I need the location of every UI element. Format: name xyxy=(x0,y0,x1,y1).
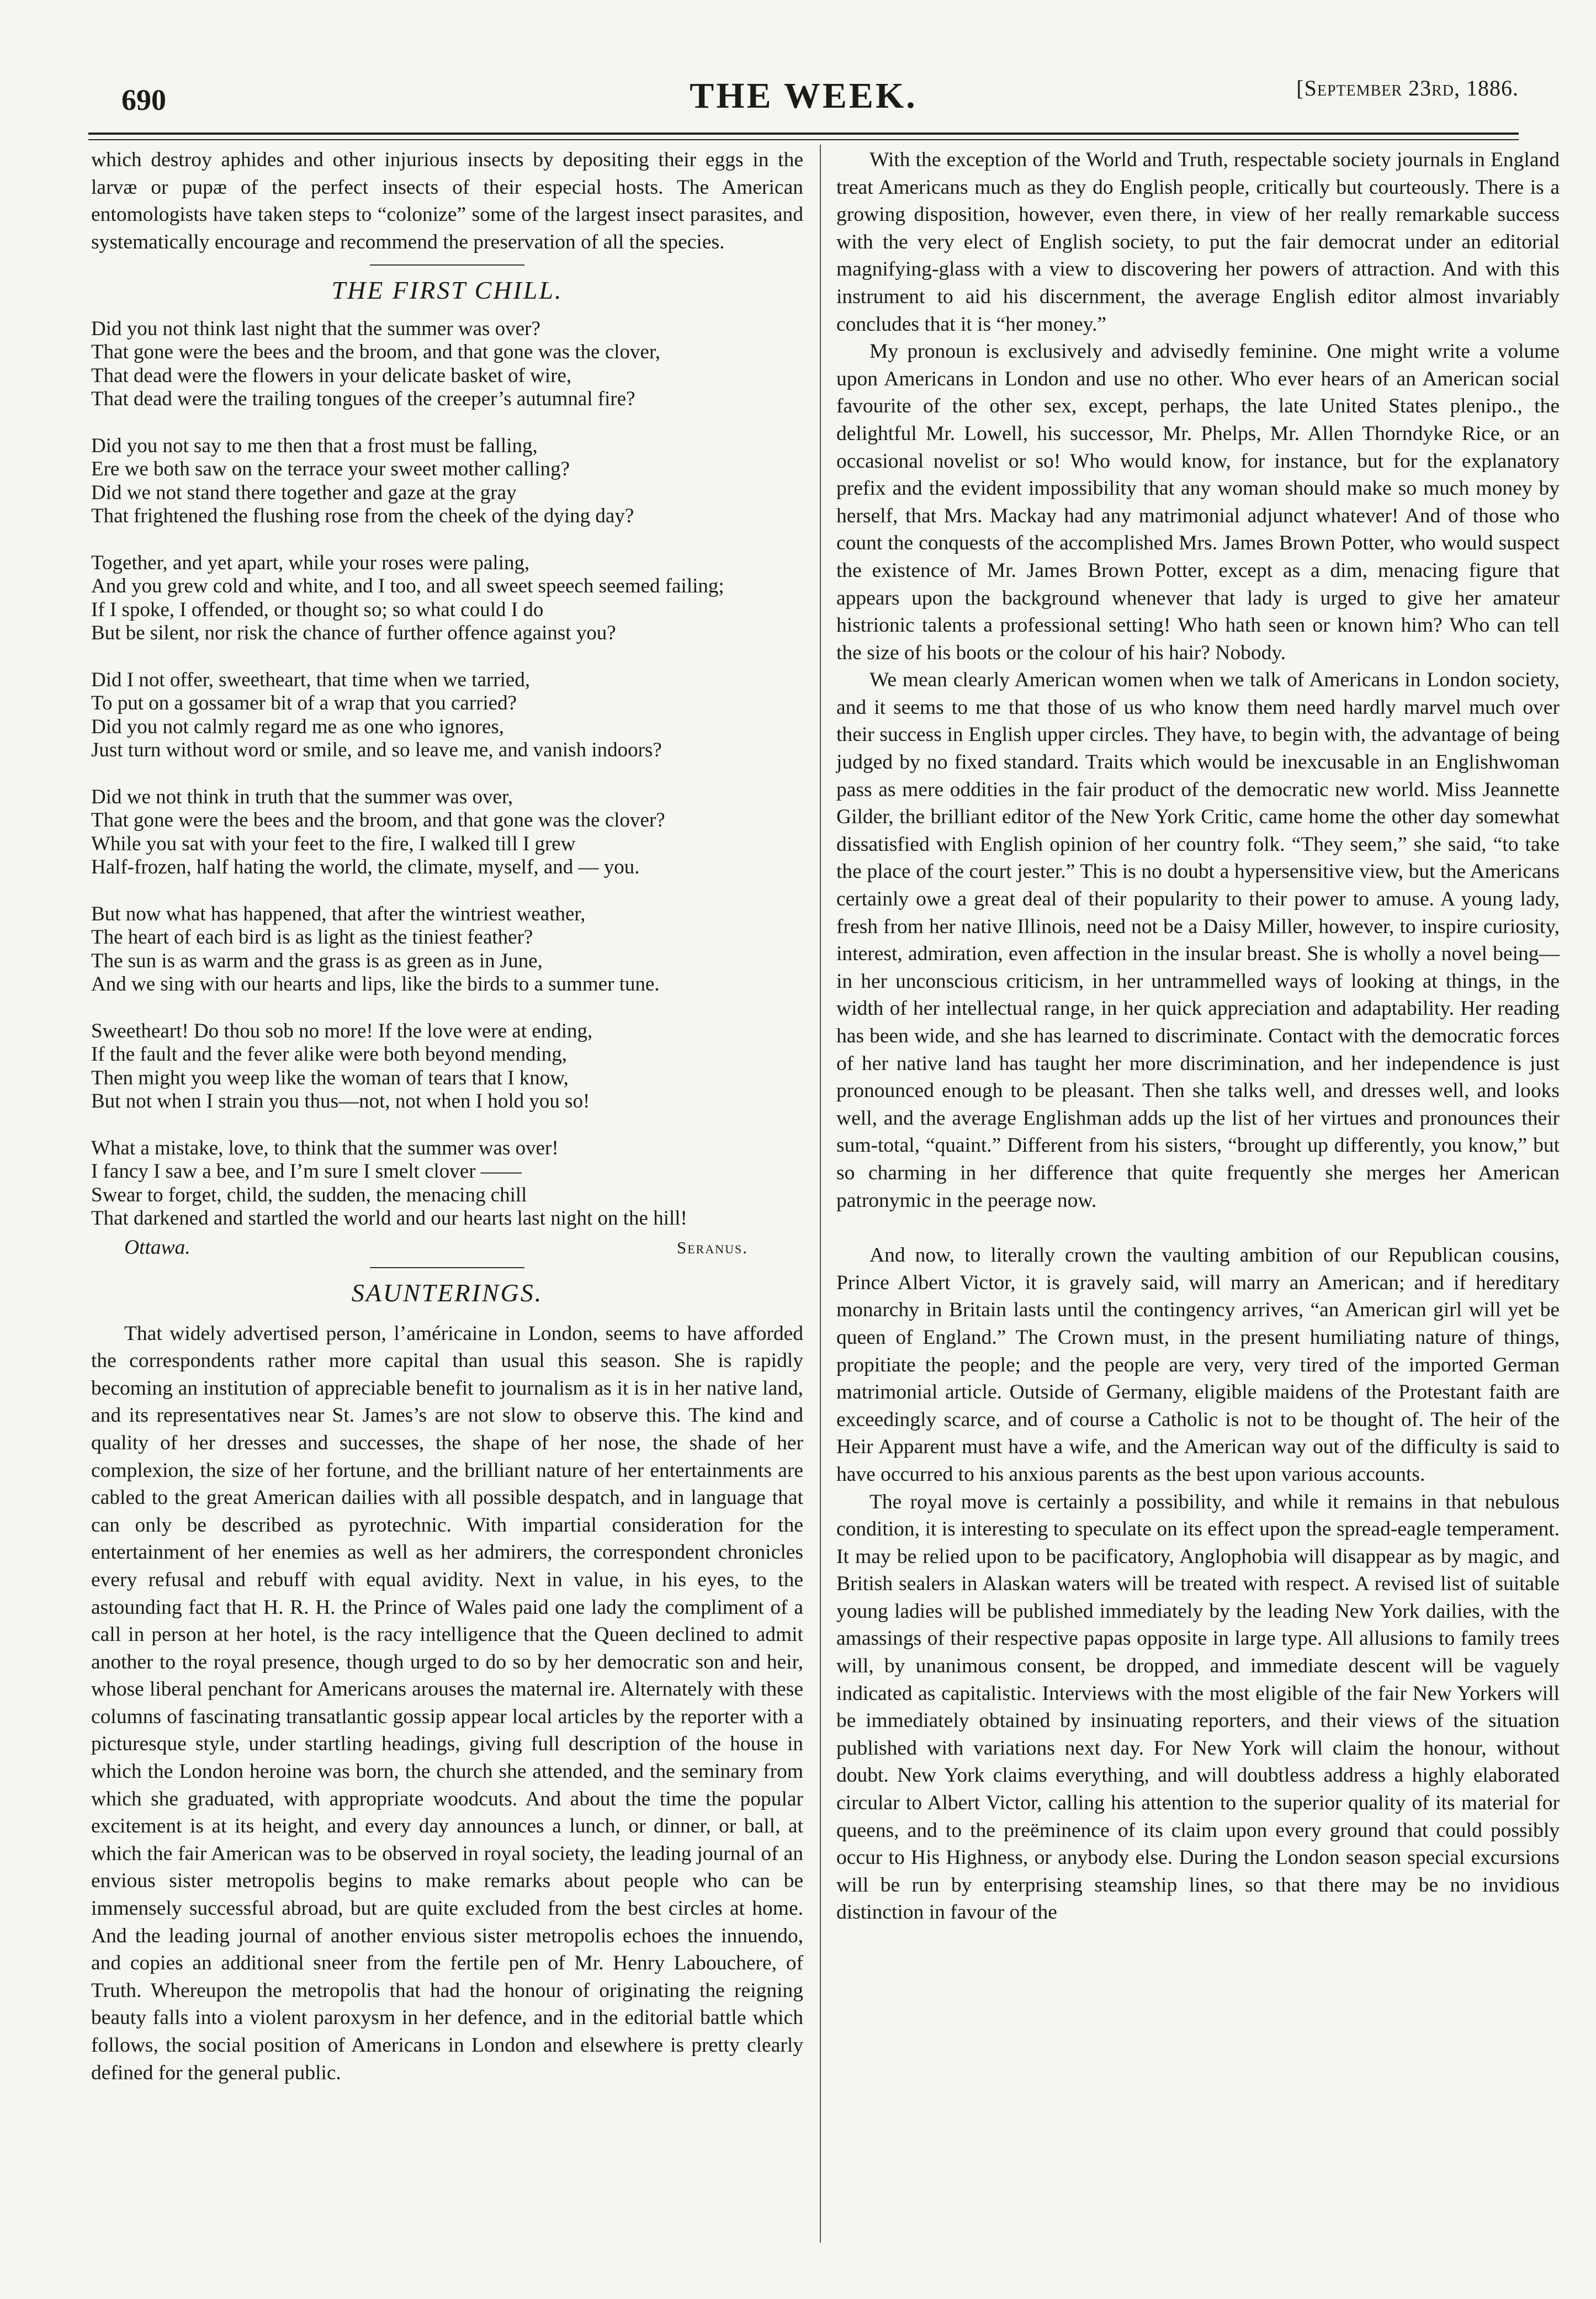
header-rule xyxy=(88,133,1519,135)
poem-line: To put on a gossamer bit of a wrap that you carried? xyxy=(91,692,517,715)
poem-signature xyxy=(91,1234,803,1258)
poem-stanza xyxy=(91,552,803,645)
article-paragraph: That widely advertised person, l’américaine in London, seems to have afforded the correspondents rather more capital than usual this season. She is rapidly becoming an institution of appreciable benefit to journalism as it is in her native land, and its representatives near St. James’s are not slow to observe this. The kind and quality of her dresses and successes, the shape of her nose, the shade of her complexion, the size of her fortune, and the brilliant nature of her entertainments are cabled to the great American dailies with all possible despatch, and in language that can only be described as pyrotechnic. With impartial consideration for the entertainment of her enemies as well as her admirers, the correspondent chronicles every refusal and rebuff with equal avidity. Next in value, in his eyes, to the astounding fact that H. R. H. the Prince of Wales paid one lady the compliment of a call in person at her hotel, is the racy intelligence that the Queen declined to admit another to the royal presence, though urged to do so by her democratic son and heir, whose liberal penchant for Americans arouses the maternal ire. Alternately with these columns of fascinating transatlantic gossip appear local articles by the reporter with a picturesque style, under startling headings, giving full description of the house in which the London heroine was born, the church she attended, and the seminary from which she graduated, with appropriate woodcuts. And about the time the popular excitement is at its height, and every day announces a lunch, or dinner, or ball, at which the fair American was to be observed in royal society, the leading journal of an envious sister metropolis begins to make remarks about people who can be immensely successful abroad, but are quite excluded from the best circles at home. And the leading journal of another envious sister metropolis echoes the innuendo, and copies an additional sneer from the fertile pen of Mr. Henry Labouchere, of Truth. Whereupon the metropolis that had the honour of originating the reigning beauty falls into a violent paroxysm in her defence, and in the editorial battle which follows, the social position of Americans in London and elsewhere is pretty clearly defined for the general public. xyxy=(91,1322,803,2084)
poem-title: THE FIRST CHILL. xyxy=(331,276,563,305)
section-separator xyxy=(370,264,524,266)
poem-line: And we sing with our hearts and lips, like the birds to a summer tune. xyxy=(91,973,660,996)
poem-line: Sweetheart! Do thou sob no more! If the love were at ending, xyxy=(91,1019,593,1042)
paragraph-gap xyxy=(836,1214,1560,1242)
poem-line: But not when I strain you thus—not, not when I hold you so! xyxy=(91,1090,590,1113)
section-title: SAUNTERINGS. xyxy=(351,1278,543,1307)
poem-line: Did we not think in truth that the summer was over, xyxy=(91,785,513,808)
poem-line: That dead were the trailing tongues of the creeper’s autumnal fire? xyxy=(91,388,635,411)
poem-line: That gone were the bees and the broom, and that gone was the clover? xyxy=(91,809,665,832)
poem-stanza xyxy=(91,1137,803,1231)
poem-line: The sun is as warm and the grass is as green as in June, xyxy=(91,949,543,972)
right-column xyxy=(836,146,1560,1926)
poem-line: Ere we both saw on the terrace your sweet mother calling? xyxy=(91,458,570,481)
poem-line: And you grew cold and white, and I too, and all sweet speech seemed failing; xyxy=(91,575,724,598)
poem-line: But be silent, nor risk the chance of further offence against you? xyxy=(91,622,616,645)
poem-stanza xyxy=(91,317,803,411)
poem-stanza xyxy=(91,1020,803,1114)
poem-line: But now what has happened, that after the wintriest weather, xyxy=(91,902,586,925)
issue-date: [September 23rd, 1886. xyxy=(1296,76,1519,100)
article-paragraph: And now, to literally crown the vaulting ambition of our Republican cousins, Prince Albert Victor, it is gravely said, will marry an American; and if hereditary monarchy in Britain lasts until the contingency arrives, “an American girl will yet be queen of England.” The Crown must, in the present humiliating nature of things, propitiate the people; and the people are very, very tired of the imported German matrimonial article. Outside of Germany, eligible maidens of the Protestant faith are exceedingly scarce, and of course a Catholic is not to be thought of. The heir of the Heir Apparent must have a wife, and the American way out of the difficulty is said to have occurred to his anxious parents as the best upon various accounts. xyxy=(836,1244,1560,1486)
poem-line: Then might you weep like the woman of tears that I know, xyxy=(91,1066,569,1089)
poem-line: Together, and yet apart, while your roses were paling, xyxy=(91,551,530,574)
poem-stanza xyxy=(91,435,803,528)
masthead-title: THE WEEK. xyxy=(690,76,918,116)
article-paragraph: We mean clearly American women when we talk of Americans in London society, and it seems to me that those of us who know them need hardly marvel much over their success in English upper circles. They have, to begin with, the advantage of being judged by no fixed standard. Traits which would be inexcusable in an Englishwoman pass as mere oddities in the fair product of the democratic new world. Miss Jeannette Gilder, the brilliant editor of the New York Critic, came home the other day somewhat dissatisfied with English opinion of her country folk. “They seem,” she said, “to take the place of the court jester.” This is no doubt a hypersensitive view, but the Americans certainly owe a great deal of their popularity to their power to amuse. A young lady, fresh from her native Illinois, need not be a Daisy Miller, however, to inspire curiosity, interest, admiration, even affection in the insular breast. She is wholly a novel being—in her unconscious criticism, in her untrammelled ways of looking at things, in the width of her intellectual range, in her quick appreciation and adaptability. Her reading has been wide, and she has learned to discriminate. Contact with the democratic forces of her native land has taught her more discrimination, and her independence is just pronounced enough to be pleasant. Then she talks well, and dresses well, and looks well, and the average Englishman adds up the list of her virtues and pronounces their sum-total, “quaint.” Different from his sisters, “brought up differently, you know,” but so charming in her difference that quite frequently she merges her American patronymic in the peerage now. xyxy=(836,669,1560,1212)
section-separator xyxy=(370,1267,524,1268)
poem-line: That dead were the flowers in your delicate basket of wire, xyxy=(91,364,572,387)
intro-paragraph: which destroy aphides and other injurious insects by depositing their eggs in the larvæ or pupæ of the perfect insects of their especial hosts. The American entomologists have taken steps to “colonize” some of the largest insect parasites, and systematically encourage and recommend the preservation of all the species. xyxy=(91,149,803,253)
header-rule-thin xyxy=(88,139,1519,140)
poem-place: Ottawa. xyxy=(124,1236,190,1259)
poem-line: That gone were the bees and the broom, and that gone was the clover, xyxy=(91,341,661,364)
poem-author: Seranus. xyxy=(676,1237,748,1257)
poem-line: Did you not think last night that the summer was over? xyxy=(91,317,540,340)
poem-stanza xyxy=(91,669,803,762)
poem-line: Did we not stand there together and gaze at the gray xyxy=(91,481,517,504)
poem-line: If the fault and the fever alike were both beyond mending, xyxy=(91,1043,567,1066)
poem-line: Half-frozen, half hating the world, the climate, myself, and — you. xyxy=(91,856,640,879)
article-paragraph: My pronoun is exclusively and advisedly feminine. One might write a volume upon Americans in London and use no other. Who ever hears of an American social favourite of the other sex, except, perhaps, the late United States plenipo., the delightful Mr. Lowell, his successor, Mr. Phelps, Mr. Allen Thorndyke Rice, or an occasional novelist or so! Who would know, for instance, but for the explanatory prefix and the evident impossibility that any woman should make so much money by herself, that Mrs. Mackay had any matrimonial adjunct whatever! And of those who count the conquests of the accomplished Mrs. James Brown Potter, who would suspect the existence of Mr. James Brown Potter, except as a dim, menacing figure that appears upon the background whenever that lady is urged to give her amateur histrionic talents a professional setting! Who hath seen or known him? Who can tell the size of his boots or the colour of his hair? Nobody. xyxy=(836,340,1560,664)
poem-line: While you sat with your feet to the fire, I walked till I grew xyxy=(91,832,576,855)
article-paragraph: With the exception of the World and Truth, respectable society journals in England treat Americans much as they do English people, critically but courteously. There is a growing disposition, however, even there, in view of her really remarkable success with the very elect of English society, to put the fair democrat under an editorial magnifying-glass with a view to discovering her powers of attraction. And with this instrument to aid his discernment, the average English editor almost invariably concludes that it is “her money.” xyxy=(836,149,1560,336)
page-number: 690 xyxy=(121,83,166,116)
poem-line: Did you not say to me then that a frost must be falling, xyxy=(91,434,538,457)
poem xyxy=(91,317,803,1231)
poem-line: That frightened the flushing rose from the cheek of the dying day? xyxy=(91,505,634,528)
poem-line: Swear to forget, child, the sudden, the menacing chill xyxy=(91,1183,527,1206)
poem-line: Just turn without word or smile, and so leave me, and vanish indoors? xyxy=(91,739,662,762)
left-column xyxy=(91,146,803,2086)
poem-line: I fancy I saw a bee, and I’m sure I smelt clover —— xyxy=(91,1160,522,1183)
page-header xyxy=(88,66,1519,127)
column-divider xyxy=(820,145,821,2243)
poem-line: The heart of each bird is as light as the tiniest feather? xyxy=(91,926,533,949)
poem-line: What a mistake, love, to think that the summer was over! xyxy=(91,1136,559,1159)
article-paragraph: The royal move is certainly a possibility, and while it remains in that nebulous condition, it is interesting to speculate on its effect upon the spread-eagle temperament. It may be relied upon to be pacificatory, Anglophobia will disappear as by magic, and British sealers in Alaskan waters will be treated with respect. A revised list of suitable young ladies will be published immediately by the leading New York dailies, with the amassings of their respective papas opposite in large type. All allusions to family trees will, by unanimous consent, be dropped, and immediate descent will be vaguely indicated as capitalistic. Interviews with the most eligible of the fair New Yorkers will be immediately obtained by insinuating reporters, and their views of the situation published with variations next day. For New York will claim the honour, without doubt. New York claims everything, and will doubtless address a highly elaborated circular to Albert Victor, calling his attention to the superior quality of its material for queens, and to the preëminence of its claim upon every ground that could possibly occur to His Highness, or anybody else. During the London season special excursions will be run by enterprising steamship lines, so that there may be no invidious distinction in favour of the xyxy=(836,1490,1560,1924)
poem-stanza xyxy=(91,903,803,997)
poem-line: That darkened and startled the world and our hearts last night on the hill! xyxy=(91,1207,687,1230)
poem-line: Did I not offer, sweetheart, that time when we tarried, xyxy=(91,668,531,691)
poem-line: If I spoke, I offended, or thought so; so what could I do xyxy=(91,598,544,621)
poem-line: Did you not calmly regard me as one who ignores, xyxy=(91,715,505,738)
poem-stanza xyxy=(91,786,803,880)
